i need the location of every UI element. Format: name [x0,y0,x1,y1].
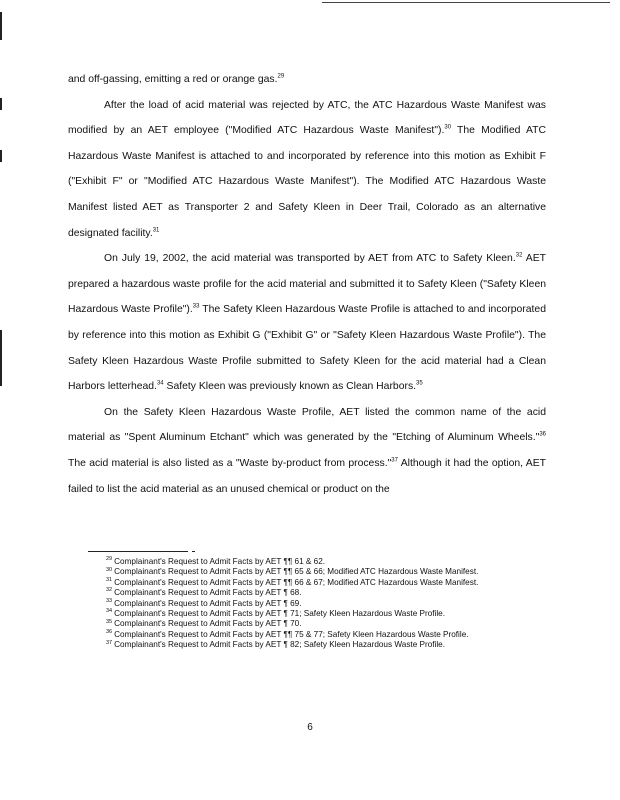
footnote-text: Complainant's Request to Admit Facts by AET ¶¶ 65 & 66; Modified ATC Hazardous Waste Manifest. [114,567,479,577]
body-paragraph [68,246,546,400]
footnote-number: 33 [106,597,113,604]
footnote-number: 32 [106,587,113,594]
footnote [68,630,538,640]
footnote-number: 31 [106,577,113,584]
paragraph-text: The Modified ATC Hazardous Waste Manifest is attached to and incorporated by reference into this motion as Exhibit F ("Exhibit F" or "Modified ATC Hazardous Waste Manifest"). The Modified ATC Hazardous Waste Manifest listed AET as Transporter 2 and Safety Kleen in Deer Trail, Colorado as an alternative designated facility. [68,125,546,239]
footnote [68,599,538,609]
footnote-reference: 33 [192,303,200,310]
paragraph-text: On July 19, 2002, the acid material was transported by AET from ATC to Safety Kleen. [104,253,516,265]
footnote-reference: 34 [156,380,164,387]
scan-margin-mark [0,98,2,110]
footnote-text: Complainant's Request to Admit Facts by AET ¶ 68. [114,588,302,598]
footnote-reference: 35 [416,380,423,387]
body-paragraph [68,400,546,502]
footnote-reference: 37 [391,457,398,464]
footnote-number: 35 [106,618,113,625]
scan-margin-mark [0,12,2,40]
footnote-reference: 29 [277,73,285,80]
paragraph-text: AET prepared a hazardous waste profile for the acid material and submitted it to Safety Kleen ("Safety Kleen Hazardous Waste Profile"). [68,253,547,316]
footnote [68,578,538,588]
paragraph-text: and off-gassing, emitting a red or orange gas. [68,74,278,85]
footnote [68,619,538,629]
footnote-number: 36 [106,629,113,636]
footnote-text: Complainant's Request to Admit Facts by AET ¶¶ 66 & 67; Modified ATC Hazardous Waste Manifest. [114,577,479,587]
paragraph-text: After the load of acid material was rejected by ATC, the ATC Hazardous Waste Manifest was modified by an AET employee ("Modified ATC Hazardous Waste Manifest"). [68,99,546,137]
footnote-number: 34 [106,608,113,615]
footnote-text: Complainant's Request to Admit Facts by AET ¶¶ 75 & 77; Safety Kleen Hazardous Waste Profile. [114,629,469,639]
footnotes [68,557,538,651]
paragraph-text: Although it had the option, AET failed to list the acid material as an unused chemical or product on the [68,457,546,495]
footnote [68,557,538,567]
footnote-text: Complainant's Request to Admit Facts by AET ¶ 71; Safety Kleen Hazardous Waste Profile. [114,609,446,619]
body-text [68,67,546,502]
footnote [68,609,538,619]
footnote-separator [88,551,188,552]
paragraph-text: The acid material is also listed as a "Waste by-product from process." [68,457,392,469]
footnote-separator-mark [192,551,195,552]
footnote-text: Complainant's Request to Admit Facts by AET ¶ 82; Safety Kleen Hazardous Waste Profile. [114,640,446,650]
body-paragraph [68,93,546,247]
footnote-number: 29 [106,556,113,563]
footnote-reference: 32 [515,252,523,259]
footnote-reference: 30 [444,124,452,131]
footnote [68,567,538,577]
body-paragraph [68,67,546,93]
footnote-reference: 36 [539,431,546,438]
scan-top-line [322,2,610,3]
footnote-number: 30 [106,566,113,573]
paragraph-text: On the Safety Kleen Hazardous Waste Profile, AET listed the common name of the acid material as "Spent Aluminum Etchant" which was generated by the "Etching of Aluminum Wheels." [68,406,546,444]
footnote [68,588,538,598]
scan-margin-mark [0,150,2,162]
scan-margin-mark [0,330,2,386]
footnote-number: 37 [106,639,113,646]
paragraph-text: Safety Kleen was previously known as Clean Harbors. [163,381,417,393]
footnote [68,640,538,650]
footnote-text: Complainant's Request to Admit Facts by AET ¶ 69. [114,598,302,608]
footnote-reference: 31 [152,227,160,234]
footnote-text: Complainant's Request to Admit Facts by AET ¶¶ 61 & 62. [114,557,326,566]
paragraph-text: The Safety Kleen Hazardous Waste Profile is attached to and incorporated by reference into this motion as Exhibit G ("Exhibit G" or "Safety Kleen Hazardous Waste Profile"). The Safety Kleen Hazardous Waste Profile submitted to Safety Kleen for the acid material had a Clean Harbors letterhead. [68,304,546,393]
footnote-text: Complainant's Request to Admit Facts by AET ¶ 70. [114,619,302,629]
page-number: 6 [307,722,313,733]
